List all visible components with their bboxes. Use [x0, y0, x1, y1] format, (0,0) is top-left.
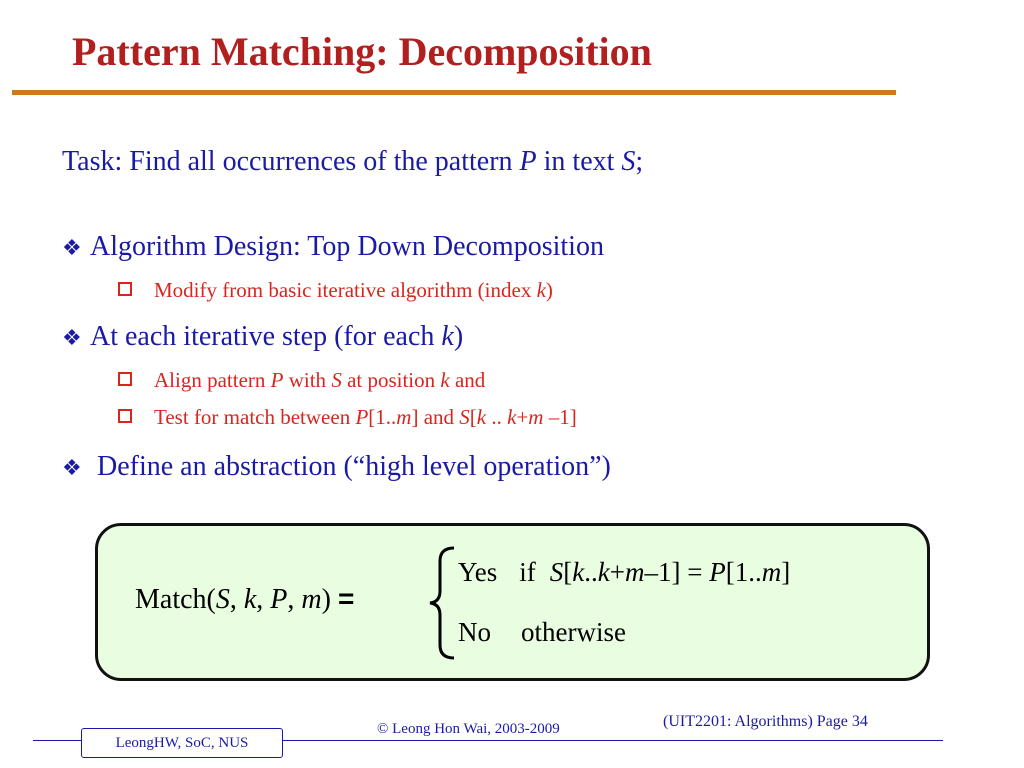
subbullet-text: + — [516, 405, 529, 429]
square-bullet-icon — [118, 409, 132, 423]
subbullet-text: ] and — [411, 405, 460, 429]
expr: + — [609, 557, 625, 587]
case-yes — [458, 557, 790, 588]
text-var: S — [215, 584, 230, 615]
task-line — [62, 146, 643, 178]
square-bullet-icon — [118, 372, 132, 386]
footer-page-number: (UIT2201: Algorithms) Page 34 — [663, 713, 868, 730]
text-var: S — [459, 405, 470, 429]
expr: –1] = — [644, 557, 710, 587]
diamond-bullet-icon: ❖ — [62, 325, 82, 350]
title-underline — [12, 90, 896, 95]
bullet-iterative-step — [62, 321, 463, 353]
length-var: m — [625, 557, 645, 587]
case-no-word: No — [458, 617, 491, 647]
curly-brace-icon — [426, 545, 460, 661]
subbullet-text: Modify from basic iterative algorithm (index — [154, 278, 537, 302]
expr: [ — [563, 557, 573, 587]
subbullet-text: –1] — [543, 405, 577, 429]
pattern-var: P — [270, 584, 288, 615]
diamond-bullet-icon: ❖ — [62, 235, 82, 260]
bullet-text: Algorithm Design: Top Down Decomposition — [90, 231, 604, 262]
separator: , — [256, 584, 271, 615]
task-text: Task: Find all occurrences of the pattern — [62, 146, 520, 177]
pattern-var: P — [519, 146, 537, 177]
func-name: Match( — [135, 584, 216, 615]
subbullet-text: .. — [486, 405, 508, 429]
separator: , — [229, 584, 244, 615]
task-text-end: ; — [635, 146, 644, 177]
subbullet-modify — [118, 278, 553, 303]
match-function-signature — [135, 583, 354, 616]
text-var: S — [549, 557, 564, 587]
expr: [1.. — [725, 557, 762, 587]
bullet-text-end: ) — [453, 321, 464, 352]
subbullet-text: Align pattern — [154, 368, 271, 392]
task-text-mid: in text — [536, 146, 622, 177]
bullet-text: At each iterative step (for each — [90, 321, 442, 352]
length-var: m — [396, 405, 412, 429]
pattern-var: P — [270, 368, 284, 392]
expr: ] — [781, 557, 791, 587]
subbullet-text: and — [449, 368, 486, 392]
index-var: k — [536, 278, 546, 302]
bullet-algorithm-design — [62, 231, 604, 263]
index-var: k — [572, 557, 585, 587]
text-var: S — [331, 368, 342, 392]
index-var: k — [476, 405, 487, 429]
subbullet-text: Test for match between — [154, 405, 356, 429]
index-var: k — [243, 584, 257, 615]
index-var: k — [597, 557, 610, 587]
subbullet-text: [1.. — [368, 405, 397, 429]
subbullet-align — [118, 368, 485, 393]
subbullet-text: [ — [469, 405, 477, 429]
pattern-var: P — [355, 405, 369, 429]
expr: .. — [584, 557, 598, 587]
case-condition: otherwise — [521, 617, 626, 647]
case-no — [458, 617, 626, 648]
length-var: m — [528, 405, 544, 429]
case-yes-word: Yes — [458, 557, 498, 587]
footer-copyright: © Leong Hon Wai, 2003-2009 — [377, 721, 560, 737]
close-paren: ) — [321, 584, 338, 615]
pattern-var: P — [709, 557, 726, 587]
bullet-text: Define an abstraction (“high level operation”) — [90, 451, 611, 482]
index-var: k — [441, 321, 454, 352]
subbullet-test-match — [118, 405, 577, 430]
footer-author-tag — [81, 728, 283, 758]
index-var: k — [507, 405, 517, 429]
length-var: m — [761, 557, 782, 587]
case-condition: if — [519, 557, 536, 587]
square-bullet-icon — [118, 282, 132, 296]
slide-title: Pattern Matching: Decomposition — [72, 29, 652, 74]
subbullet-text-end: ) — [545, 278, 553, 302]
index-var: k — [440, 368, 450, 392]
diamond-bullet-icon: ❖ — [62, 455, 82, 480]
subbullet-text: at position — [341, 368, 441, 392]
length-var: m — [301, 584, 322, 615]
subbullet-text: with — [283, 368, 332, 392]
text-var: S — [621, 146, 636, 177]
bullet-abstraction — [62, 451, 611, 483]
footer-author-text: LeongHW, SoC, NUS — [115, 734, 249, 751]
separator: , — [287, 584, 302, 615]
equals-sign: = — [337, 583, 355, 614]
